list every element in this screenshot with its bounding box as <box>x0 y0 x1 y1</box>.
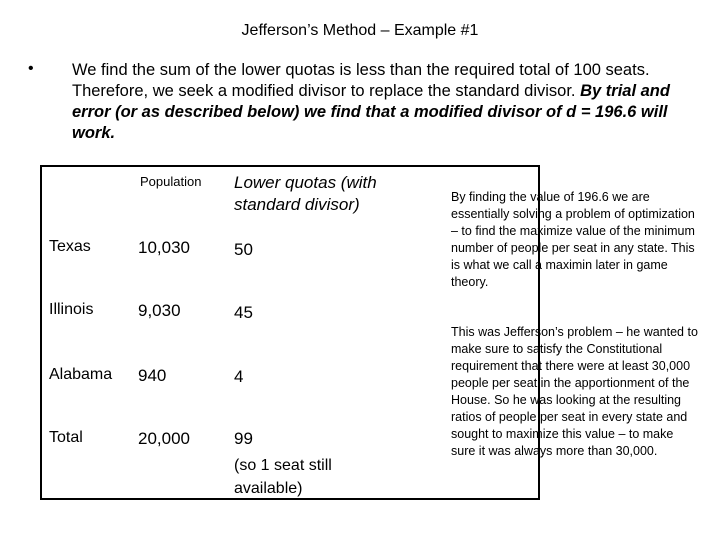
bullet-text-emphasis: By trial and error (or as described below) we find that a modified divisor of d = 196.6 will work. <box>72 82 670 142</box>
row-total-state: Total <box>49 429 83 446</box>
table-border-left <box>40 165 42 500</box>
row-alabama-population: 940 <box>138 366 167 385</box>
row-alabama-state: Alabama <box>49 366 113 383</box>
header-lower-quotas: Lower quotas (with standard divisor) <box>234 173 377 214</box>
row-alabama-quota: 4 <box>234 367 244 386</box>
row-illinois-population: 9,030 <box>138 301 181 320</box>
bullet-paragraph <box>72 60 692 144</box>
bullet-marker: • <box>28 60 34 77</box>
row-texas-population: 10,030 <box>138 238 190 257</box>
table-border-top <box>40 165 540 167</box>
row-illinois-quota: 45 <box>234 303 253 322</box>
bullet-text-plain: We find the sum of the lower quotas is less than the required total of 100 seats. Therefore, we seek a modified divisor to replace the standard divisor. <box>72 61 650 100</box>
header-population: Population <box>140 174 202 189</box>
row-texas-state: Texas <box>49 238 91 255</box>
side-note-maximin: By finding the value of 196.6 we are essentially solving a problem of optimization – to find the maximize value of the minimum number of people per seat in any state. This is what we call a maximin later in game theory. <box>451 190 695 289</box>
row-texas-quota: 50 <box>234 240 253 259</box>
side-note-jefferson: This was Jefferson’s problem – he wanted to make sure to satisfy the Constitutional requirement that there were at least 30,000 people per seat in the apportionment of the House. So he was looking at the resulting ratios of people per seat in every state and sought to maximize this value – to make sure it was always more than 30,000. <box>451 325 698 458</box>
row-total-population: 20,000 <box>138 429 190 448</box>
slide-title: Jefferson’s Method – Example #1 <box>241 22 479 39</box>
row-total-quota: 99 <box>234 429 253 448</box>
row-illinois-state: Illinois <box>49 301 94 318</box>
row-total-note: (so 1 seat still available) <box>234 457 332 497</box>
